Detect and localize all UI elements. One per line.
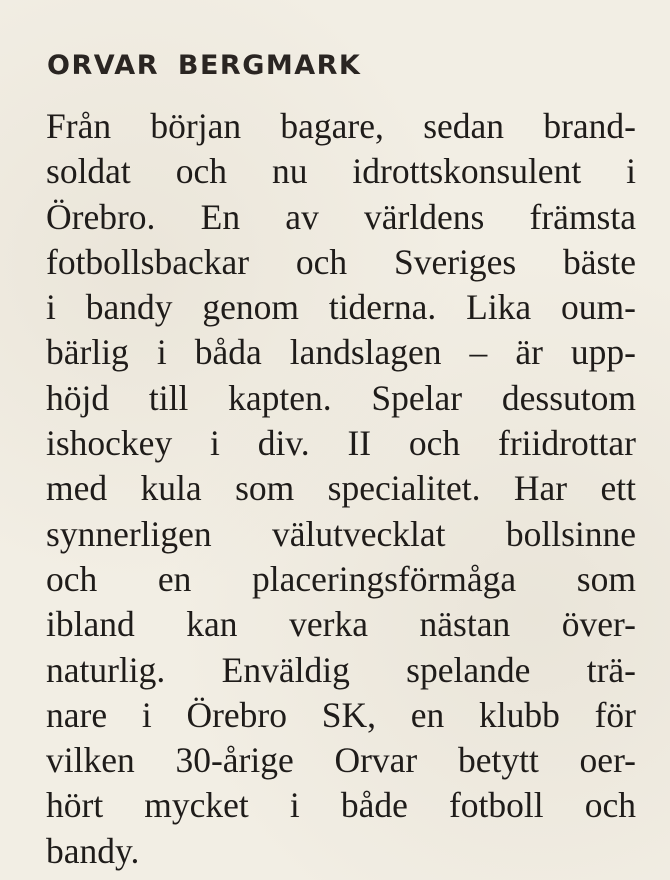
body-line: Från början bagare, sedan brand-	[46, 106, 636, 146]
body-line: fotbollsbackar och Sveriges bäste	[46, 241, 636, 282]
body-line-last: bandy.	[46, 830, 140, 871]
body-line: naturlig. Enväldig spelande trä-	[46, 649, 636, 690]
body-line: vilken 30-årige Orvar betytt oer-	[46, 740, 636, 781]
body-line: synnerligen välutvecklat bollsinne	[46, 513, 636, 554]
body-line: ibland kan verka nästan över-	[46, 604, 636, 645]
body-line: med kula som specialitet. Har ett	[46, 468, 636, 509]
body-line: och en placeringsförmåga som	[46, 558, 636, 599]
article-heading: ORVAR BERGMARK	[47, 50, 362, 81]
body-line: i bandy genom tiderna. Lika oum-	[46, 287, 636, 328]
article-body	[46, 104, 636, 874]
body-line: höjd till kapten. Spelar dessutom	[46, 377, 636, 418]
body-line: nare i Örebro SK, en klubb för	[46, 694, 636, 735]
body-line: Örebro. En av världens främsta	[46, 196, 636, 237]
body-line: hört mycket i både fotboll och	[46, 785, 636, 826]
body-line: ishockey i div. II och friidrottar	[46, 423, 636, 464]
body-line: bärlig i båda landslagen – är upp-	[46, 332, 636, 373]
body-line: soldat och nu idrottskonsulent i	[46, 151, 636, 192]
